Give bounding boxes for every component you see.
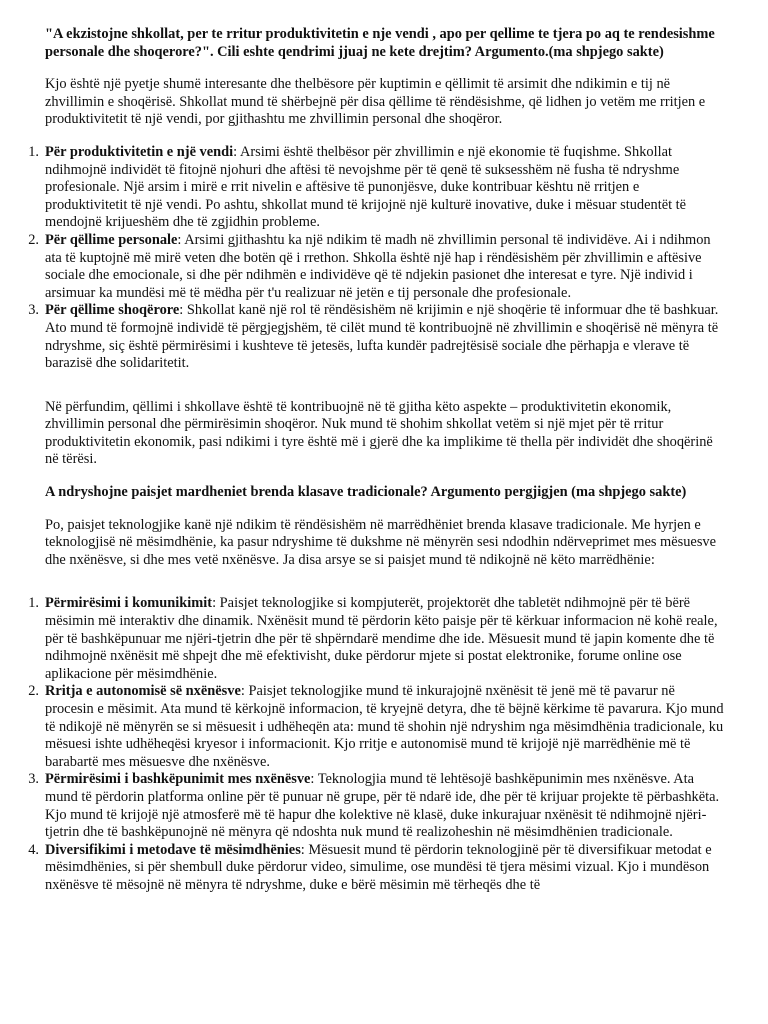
list-item-text: : Arsimi është thelbësor për zhvillimin e një ekonomie të fuqishme. Shkollat ndihmojnë individët të fitojnë njohuri dhe aftësi të nevojshme për të qenë të suksesshëm në fusha të ndryshme profesionale. Një arsim i mirë e rrit nivelin e aftësive të punonjësve, duke kontribuar kështu në rritjen e produktivitetit të një vendi. Po ashtu, shkollat mund të krijojnë një kulturë inovative, duke i mësuar studentët të mendojnë krijueshëm dhe të zgjidhin probleme.: [45, 143, 687, 231]
list-item-title: Diversifikimi i metodave të mësimdhënies: [45, 841, 301, 858]
list-number: 2.: [28, 683, 39, 700]
list-item: [28, 771, 724, 841]
list-number: 3.: [28, 302, 39, 319]
list-item: [28, 302, 724, 372]
list-item: [28, 231, 724, 302]
answer-1-conclusion: Në përfundim, qëllimi i shkollave është të kontribuojnë në të gjitha këto aspekte – produktivitetin ekonomik, zhvillimin personal dhe përmirësimin shoqëror. Nuk mund të shohim shkollat vetëm si një mjet për të rritur produktivitetin ekonomik, pasi ndikimi i tyre është më i gjerë dhe ka implikime të thella për individët dhe shoqërinë në tërësi.: [45, 398, 713, 468]
list-item-text: : Mësuesit mund të përdorin teknologjinë për të diversifikuar metodat e mësimdhënies, si për shembull duke përdorur video, simulime, ose mundësi të tjera mësimi vizual. Kjo i mundëson nxënësve të mësojnë në mënyra të ndryshme, duke e bërë mësimin më tërheqës dhe të: [45, 841, 712, 893]
list-item-title: Për qëllime personale: [45, 231, 178, 248]
list-item: [28, 143, 724, 232]
list-number: 1.: [28, 143, 39, 160]
list-item: [28, 841, 724, 895]
question-1: "A ekzistojne shkollat, per te rritur produktivitetin e nje vendi , apo per qellime te tjera po aq te rendesishme personale dhe shoqerore?". Cili eshte qendrimi jjuaj ne kete drejtim? Argumento.(ma shpjego sakte): [45, 26, 715, 60]
list-item: [28, 595, 724, 683]
list-item-text: : Arsimi gjithashtu ka një ndikim të madh në zhvillimin personal të individëve. Ai i ndihmon ata të kuptojnë më mirë veten dhe botën që i rrethon. Shkolla është një hap i rëndësishëm për zhvillimin e aftësive sociale dhe emocionale, si dhe për ndihmën e individëve që të ndjekin pasionet dhe interesat e tyre. Një individ i arsimuar ka mundësi më të mëdha për t'u realizuar në jetën e tij personale dhe profesionale.: [45, 231, 711, 301]
list-item-title: Përmirësimi i komunikimit: [45, 595, 213, 612]
list-item-text: : Paisjet teknologjike mund të inkurajojnë nxënësit të jenë më të pavarur në procesin e mësimit. Ata mund të kërkojnë informacion, të kryejnë detyra, dhe të bëjnë kërkime të pavarura. Kjo mund të ndikojë në mënyrën se si mësuesit i udhëheqën ata: mund të shohin një ndryshim nga mësimdhënia tradicionale, ku mësuesi ishte udhëheqësi kryesor i informacionit. Kjo rritje e autonomisë mund të krijojë një marrëdhënie më të barabartë mes mësuesve dhe nxënësve.: [45, 683, 724, 770]
list-item-text: : Paisjet teknologjike si kompjuterët, projektorët dhe tabletët ndihmojnë për të bërë mësimin më interaktiv dhe dinamik. Nxënësit mund të përdorin këto paisje për të kërkuar informacion në kohë reale, për të bashkëpunuar me njëri-tjetrin dhe për të shpërndarë mendime dhe ide. Mësuesit mund të japin komente dhe të ndihmojnë nxënësit më shpejt dhe më efektivisht, duke përdorur mjete si postat elektronike, forume online ose aplikacione për mësimdhënie.: [45, 595, 718, 682]
answer-1-list: [28, 143, 724, 373]
list-item-text: : Teknologjia mund të lehtësojë bashkëpunimin mes nxënësve. Ata mund të përdorin platforma online për të punuar në grupe, për të ndarë ide, dhe për të krijuar projekte të përbashkëta. Kjo mund të krijojë një atmosferë më të hapur dhe kolektive në klasë, duke inkurajuar nxënësit të ndihmojnë njëri-tjetrin dhe të bashkëpunojnë në mënyra që ndoshta nuk mund të realizoheshin në mësimdhënien tradicionale.: [45, 771, 720, 841]
answer-1-intro: Kjo është një pyetje shumë interesante dhe thelbësore për kuptimin e qëllimit të arsimit dhe ndikimin e tij në zhvillimin e shoqërisë. Shkollat mund të shërbejnë për disa qëllime të rëndësishme, që lidhen jo vetëm me rritjen e produktivitetit të një vendi, por gjithashtu me zhvillimin personal dhe shoqëror.: [45, 76, 706, 128]
question-2: A ndryshojne paisjet mardheniet brenda klasave tradicionale? Argumento pergjigjen (ma shpjego sakte): [45, 484, 687, 501]
list-number: 1.: [28, 595, 39, 612]
list-item-title: Për produktivitetin e një vendi: [45, 143, 234, 160]
list-number: 4.: [28, 841, 39, 858]
answer-2-list: [28, 595, 724, 894]
list-item: [28, 683, 724, 771]
list-item-title: Rritja e autonomisë së nxënësve: [45, 683, 241, 700]
list-item-title: Përmirësimi i bashkëpunimit mes nxënësve: [45, 771, 311, 788]
list-item-text: : Shkollat kanë një rol të rëndësishëm në krijimin e një shoqërie të informuar dhe të bashkuar. Ato mund të formojnë individë të përgjegjshëm, të cilët mund të kontribuojnë në zhvillimin e shoqërisë në mënyra të ndryshme, siç është përmirësimi i kushteve të jetesës, lufta kundër padrejtësisë sociale dhe përhapja e vlerave të barazisë dhe solidaritetit.: [45, 302, 719, 372]
list-item-title: Për qëllime shoqërore: [45, 302, 180, 319]
answer-2-intro: Po, paisjet teknologjike kanë një ndikim të rëndësishëm në marrëdhëniet brenda klasave tradicionale. Me hyrjen e teknologjisë në mësimdhënie, ka pasur ndryshime të dukshme në mënyrën sesi ndodhin ndërveprimet mes mësuesve dhe nxënësve, si dhe mes vetë nxënësve. Ja disa arsye se si paisjet mund të ndikojnë në këto marrëdhënie:: [45, 516, 717, 568]
list-number: 3.: [28, 771, 39, 788]
list-number: 2.: [28, 231, 39, 248]
